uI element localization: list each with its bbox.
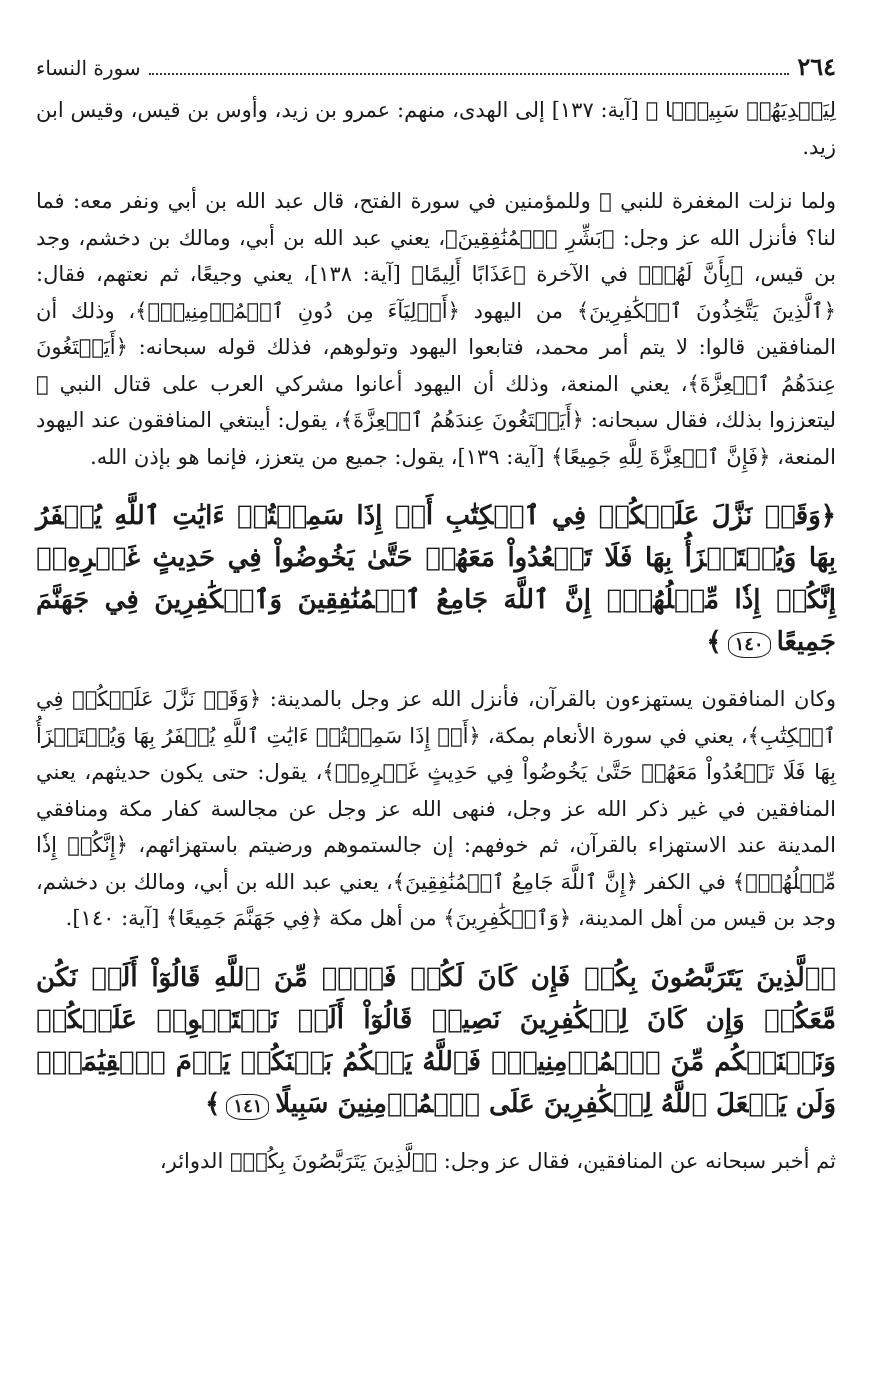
book-page <box>36 52 836 1372</box>
page-number: ٢٦٤ <box>797 52 836 81</box>
paragraph-4: ثم أخبر سبحانه عن المنافقين، فقال عز وجل: ﴿ٱلَّذِينَ يَتَرَبَّصُونَ بِكُمۡ﴾ الدوائر، <box>159 1148 836 1173</box>
dotted-leader <box>149 73 790 75</box>
quran-verse-140 <box>36 495 836 663</box>
verse-close-bracket: ﴾ <box>205 1088 221 1119</box>
verse-number-marker: ١٤١ <box>226 1094 269 1120</box>
surah-title: سورة النساء <box>36 56 141 80</box>
paragraph-3: وكان المنافقون يستهزءون بالقرآن، فأنزل الله عز وجل بالمدينة: ﴿وَقَدۡ نَزَّلَ عَلَيۡكُمۡ فِي ٱلۡكِتَٰبِ﴾، يعني في سورة الأنعام بمكة، ﴿أَنۡ إِذَا سَمِعۡتُمۡ ءَايَٰتِ ٱللَّهِ يُكۡفَرُ بِهَا وَيُسۡتَهۡزَأُ بِهَا فَلَا تَقۡعُدُواْ مَعَهُمۡ حَتَّىٰ يَخُوضُواْ فِي حَدِيثٍ غَيۡرِهِۦٓ﴾، يقول: حتى يكون حديثهم، يعني المنافقين في غير ذكر الله عز وجل، فنهى الله عز وجل عن مجالسة كفار مكة ومنافقي المدينة عند الاستهزاء بالقرآن، ثم خوفهم: إن جالستموهم ورضيتم باستهزائهم، ﴿إِنَّكُمۡ إِذٗا مِّثۡلُهُمۡۗ﴾ في الكفر ﴿إِنَّ ٱللَّهَ جَامِعُ ٱلۡمُنَٰفِقِينَ﴾، يعني عبد الله بن أبي، ومالك بن دخشم، وجد بن قيس من أهل المدينة، ﴿وَٱلۡكَٰفِرِينَ﴾ من أهل مكة ﴿فِي جَهَنَّمَ جَمِيعًا﴾ [آية: ١٤٠]. <box>36 687 836 930</box>
page-header <box>36 52 836 92</box>
verse-number-marker: ١٤٠ <box>728 632 771 658</box>
paragraph-2: ولما نزلت المغفرة للنبي ﷺ وللمؤمنين في سورة الفتح، قال عبد الله بن أبي ونفر معه: فما لنا؟ فأنزل الله عز وجل: ﴿بَشِّرِ ٱلۡمُنَٰفِقِينَ﴾، يعني عبد الله بن أبي، ومالك بن دخشم، وجد بن قيس، ﴿بِأَنَّ لَهُمۡ﴾ في الآخرة ﴿عَذَابًا أَلِيمًا﴾ [آية: ١٣٨]، يعني وجيعًا، ثم نعتهم، فقال: ﴿ٱلَّذِينَ يَتَّخِذُونَ ٱلۡكَٰفِرِينَ﴾ من اليهود ﴿أَوۡلِيَآءَ مِن دُونِ ٱلۡمُؤۡمِنِينَۚ﴾، وذلك أن المنافقين قالوا: لا يتم أمر محمد، فتابعوا اليهود وتولوهم، فذلك قوله سبحانه: ﴿أَيَبۡتَغُونَ عِندَهُمُ ٱلۡعِزَّةَ﴾، يعني المنعة، وذلك أن اليهود أعانوا مشركي العرب على قتال النبي ﷺ ليتعززوا بذلك، فقال سبحانه: ﴿أَيَبۡتَغُونَ عِندَهُمُ ٱلۡعِزَّةَ﴾، يقول: أيبتغي المنافقون عند اليهود المنعة، ﴿فَإِنَّ ٱلۡعِزَّةَ لِلَّهِ جَمِيعًا﴾ [آية: ١٣٩]، يقول: جميع من يتعزز، فإنما هو بإذن الله. <box>36 189 836 469</box>
quran-verse-141 <box>36 957 836 1125</box>
paragraph-1: لِيَهۡدِيَهُمۡ سَبِيلَۢا ﴾ [آية: ١٣٧] إلى الهدى، منهم: عمرو بن زيد، وأوس بن قيس، وقيس ابن زيد. <box>36 98 836 159</box>
verse-close-bracket: ﴾ <box>706 627 722 657</box>
verse-text: ﴿وَقَدۡ نَزَّلَ عَلَيۡكُمۡ فِي ٱلۡكِتَٰبِ أَنۡ إِذَا سَمِعۡتُمۡ ءَايَٰتِ ٱللَّهِ يُكۡفَرُ بِهَا وَيُسۡتَهۡزَأُ بِهَا فَلَا تَقۡعُدُواْ مَعَهُمۡ حَتَّىٰ يَخُوضُواْ فِي حَدِيثٍ غَيۡرِهِۦٓ إِنَّكُمۡ إِذٗا مِّثۡلُهُمۡۗ إِنَّ ٱللَّهَ جَامِعُ ٱلۡمُنَٰفِقِينَ وَٱلۡكَٰفِرِينَ فِي جَهَنَّمَ جَمِيعًا <box>36 501 836 657</box>
verse-text: ﴿ٱلَّذِينَ يَتَرَبَّصُونَ بِكُمۡ فَإِن كَانَ لَكُمۡ فَتۡحٞ مِّنَ ٱللَّهِ قَالُوٓاْ أَلَمۡ نَكُن مَّعَكُمۡ وَإِن كَانَ لِلۡكَٰفِرِينَ نَصِيبٞ قَالُوٓاْ أَلَمۡ نَسۡتَحۡوِذۡ عَلَيۡكُمۡ وَنَمۡنَعۡكُم مِّنَ ٱلۡمُؤۡمِنِينَۚ فَٱللَّهُ يَحۡكُمُ بَيۡنَكُمۡ يَوۡمَ ٱلۡقِيَٰمَةِۗ وَلَن يَجۡعَلَ ٱللَّهُ لِلۡكَٰفِرِينَ عَلَى ٱلۡمُؤۡمِنِينَ سَبِيلًا <box>36 962 836 1119</box>
